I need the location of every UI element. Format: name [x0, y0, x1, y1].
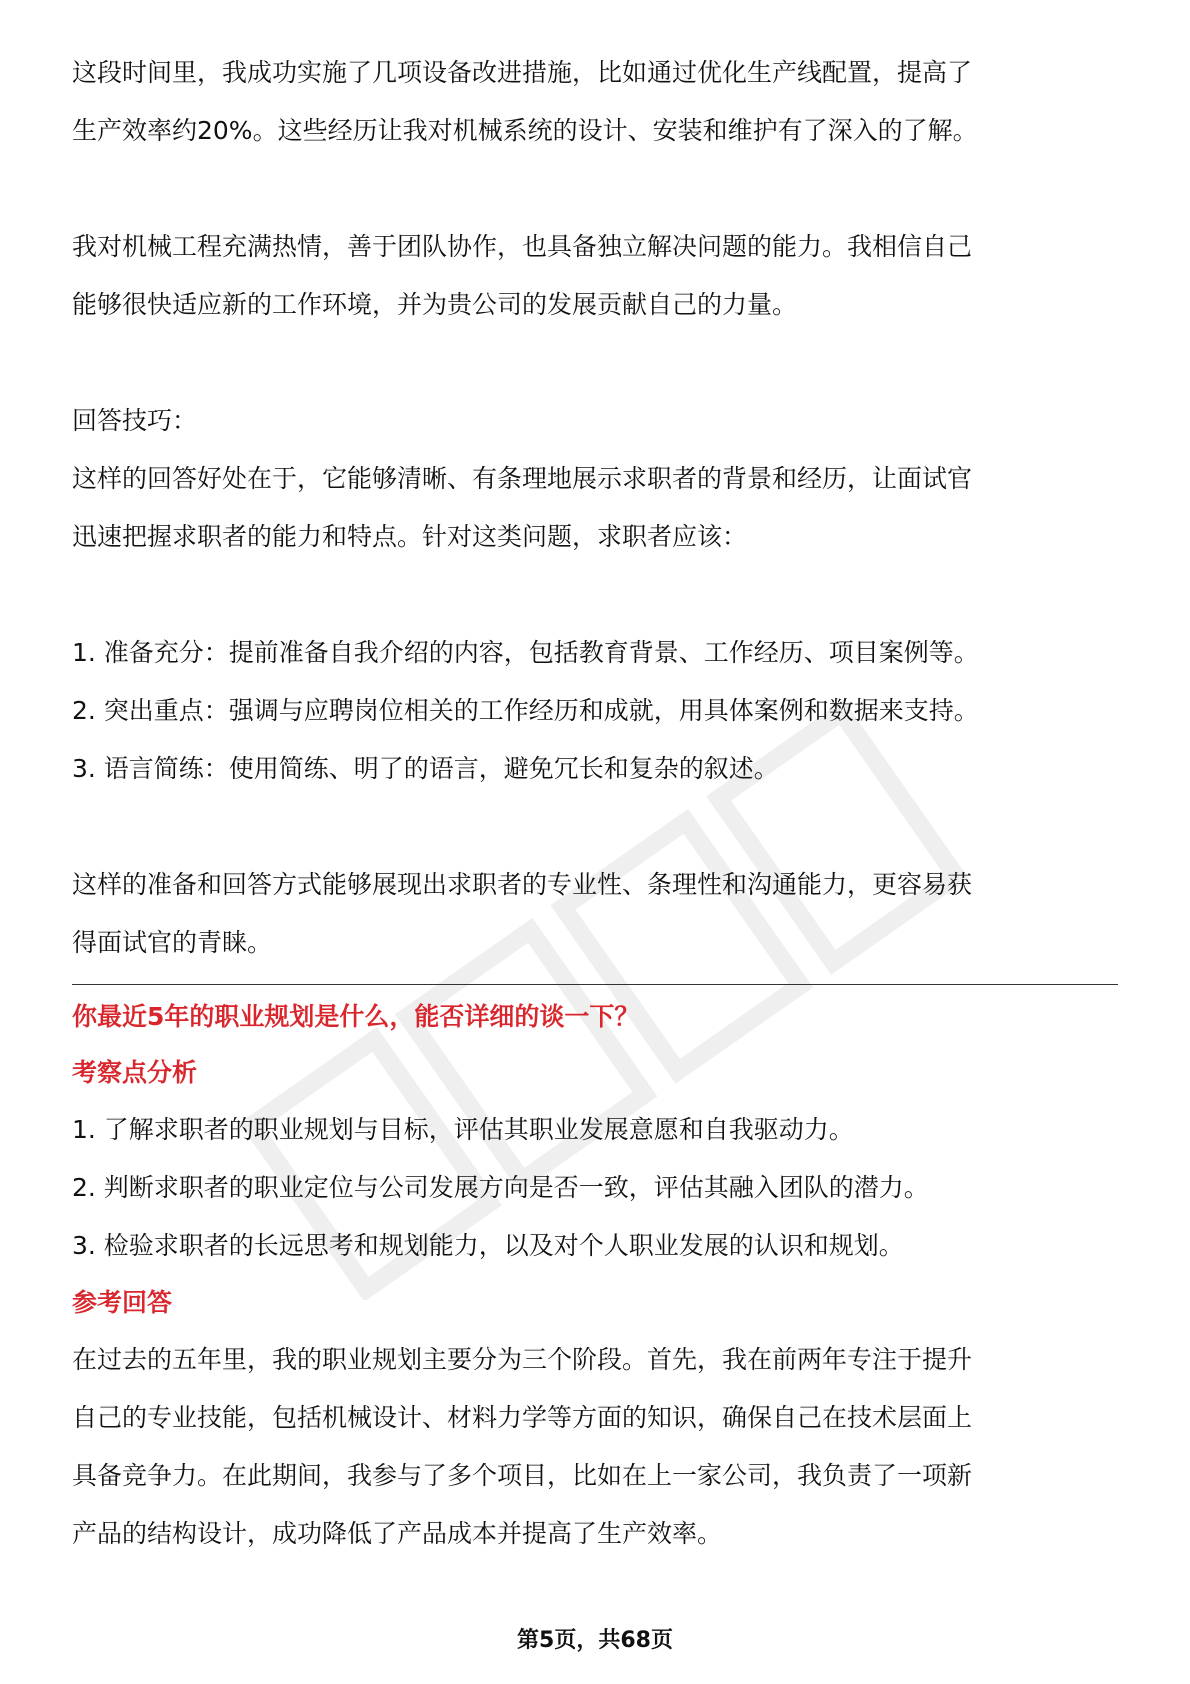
analysis-item: 3. 检验求职者的长远思考和规划能力，以及对个人职业发展的认识和规划。 — [72, 1231, 904, 1260]
section-divider — [72, 984, 1118, 985]
page-content — [72, 44, 1118, 1563]
analysis-heading: 考察点分析 — [72, 1058, 198, 1087]
question-title: 你最近5年的职业规划是什么，能否详细的谈一下？ — [72, 1002, 640, 1031]
answer-line: 产品的结构设计，成功降低了产品成本并提高了生产效率。 — [72, 1519, 723, 1548]
answer-heading: 参考回答 — [72, 1288, 173, 1317]
body-line: 这样的准备和回答方式能够展现出求职者的专业性、条理性和沟通能力，更容易获 — [72, 870, 973, 899]
answer-line: 自己的专业技能，包括机械设计、材料力学等方面的知识，确保自己在技术层面上 — [72, 1403, 973, 1432]
body-line: 迅速把握求职者的能力和特点。针对这类问题，求职者应该： — [72, 522, 748, 551]
page-number: 第5页，共68页 — [517, 1628, 673, 1653]
answer-line: 在过去的五年里，我的职业规划主要分为三个阶段。首先，我在前两年专注于提升 — [72, 1345, 973, 1374]
body-line: 得面试官的青睐。 — [72, 928, 273, 957]
answer-line: 具备竞争力。在此期间，我参与了多个项目，比如在上一家公司，我负责了一项新 — [72, 1461, 973, 1490]
tips-heading: 回答技巧： — [72, 406, 198, 435]
body-line: 我对机械工程充满热情，善于团队协作，也具备独立解决问题的能力。我相信自己 — [72, 232, 973, 261]
body-line: 能够很快适应新的工作环境，并为贵公司的发展贡献自己的力量。 — [72, 290, 798, 319]
body-line: 生产效率约20%。这些经历让我对机械系统的设计、安装和维护有了深入的了解。 — [72, 116, 978, 145]
analysis-item: 2. 判断求职者的职业定位与公司发展方向是否一致，评估其融入团队的潜力。 — [72, 1173, 929, 1202]
tip-item: 1. 准备充分：提前准备自我介绍的内容，包括教育背景、工作经历、项目案例等。 — [72, 638, 979, 667]
analysis-item: 1. 了解求职者的职业规划与目标，评估其职业发展意愿和自我驱动力。 — [72, 1115, 854, 1144]
body-line: 这段时间里，我成功实施了几项设备改进措施，比如通过优化生产线配置，提高了 — [72, 58, 973, 87]
body-line: 这样的回答好处在于，它能够清晰、有条理地展示求职者的背景和经历，让面试官 — [72, 464, 973, 493]
tip-item: 2. 突出重点：强调与应聘岗位相关的工作经历和成就，用具体案例和数据来支持。 — [72, 696, 979, 725]
tip-item: 3. 语言简练：使用简练、明了的语言，避免冗长和复杂的叙述。 — [72, 754, 779, 783]
